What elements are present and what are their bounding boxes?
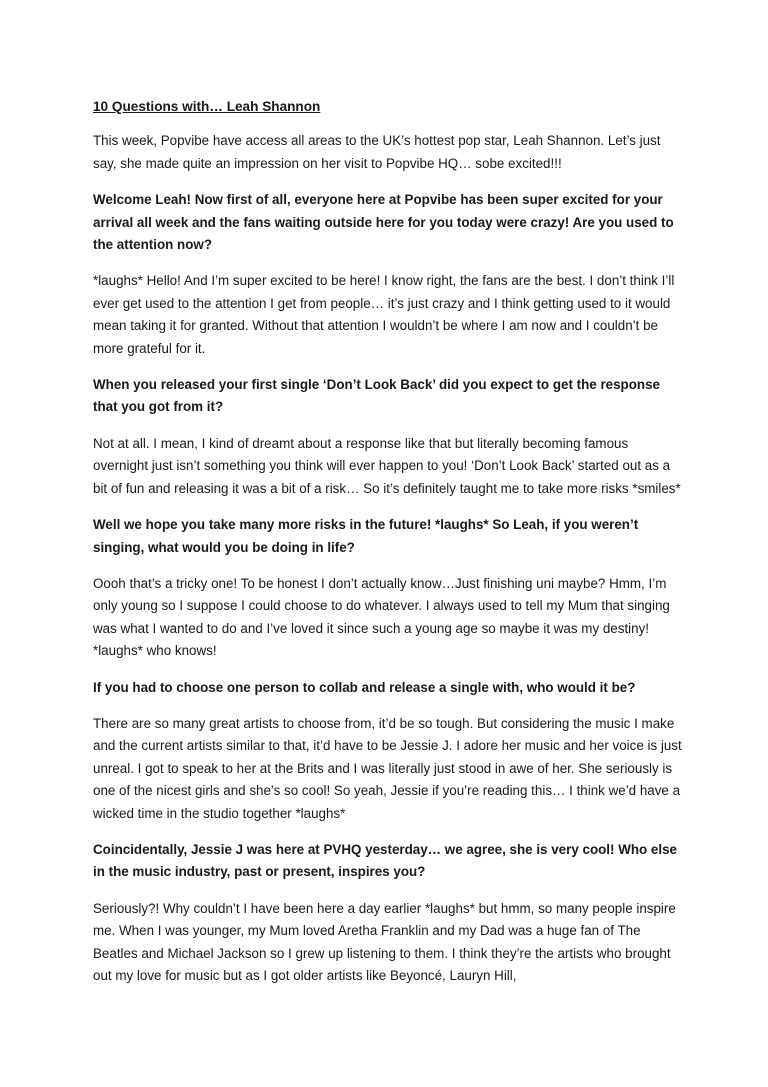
answer-1: *laughs* Hello! And I’m super excited to be here! I know right, the fans are the best. I don’t think I’ll ever get used to the attention I get from people… it’s just crazy and I think getting used to it would mean taking it for granted. Without that attention I wouldn’t be where I am now and I couldn’t be more grateful for it. — [93, 273, 675, 356]
question-4: If you had to choose one person to collab and release a single with, who would it be? — [93, 679, 636, 695]
article-title: 10 Questions with… Leah Shannon — [93, 99, 321, 114]
question-1: Welcome Leah! Now first of all, everyone here at Popvibe has been super excited for your arrival all week and the fans waiting outside here for you today were crazy! Are you used to the attention now? — [93, 192, 674, 253]
question-5: Coincidentally, Jessie J was here at PVHQ yesterday… we agree, she is very cool! Who else in the music industry, past or present, inspires you? — [93, 841, 677, 880]
answer-5: Seriously?! Why couldn’t I have been here a day earlier *laughs* but hmm, so many people inspire me. When I was younger, my Mum loved Aretha Franklin and my Dad was a huge fan of The Beatles and Michael Jackson so I grew up listening to them. I think they’re the artists who brought out my love for music but as I got older artists like Beyoncé, Lauryn Hill, — [93, 900, 676, 983]
article-intro: This week, Popvibe have access all areas to the UK’s hottest pop star, Leah Shannon. Let’s just say, she made quite an impression on her visit to Popvibe HQ… sobe excited!!! — [93, 133, 661, 171]
document-page — [93, 96, 683, 1001]
answer-3: Oooh that’s a tricky one! To be honest I don’t actually know…Just finishing uni maybe? Hmm, I’m only young so I suppose I could choose to do whatever. I always used to tell my Mum that singing was what I wanted to do and I’ve loved it since such a young age so maybe it was my destiny! *laughs* who knows! — [93, 575, 670, 659]
question-3: Well we hope you take many more risks in the future! *laughs* So Leah, if you weren’t singing, what would you be doing in life? — [93, 517, 639, 555]
question-2: When you released your first single ‘Don’t Look Back’ did you expect to get the response that you got from it? — [93, 377, 660, 415]
answer-2: Not at all. I mean, I kind of dreamt about a response like that but literally becoming famous overnight just isn’t something you think will ever happen to you! ‘Don’t Look Back’ started out as a bit of fun and releasing it was a bit of a risk… So it’s definitely taught me to take more risks *smiles* — [93, 435, 681, 496]
answer-4: There are so many great artists to choose from, it’d be so tough. But considering the music I make and the current artists similar to that, it’d have to be Jessie J. I adore her music and her voice is just unreal. I got to speak to her at the Brits and I was literally just stood in awe of her. She seriously is one of the nicest girls and she’s so cool! So yeah, Jessie if you’re reading this… I think we’d have a wicked time in the studio together *laughs* — [93, 715, 682, 821]
